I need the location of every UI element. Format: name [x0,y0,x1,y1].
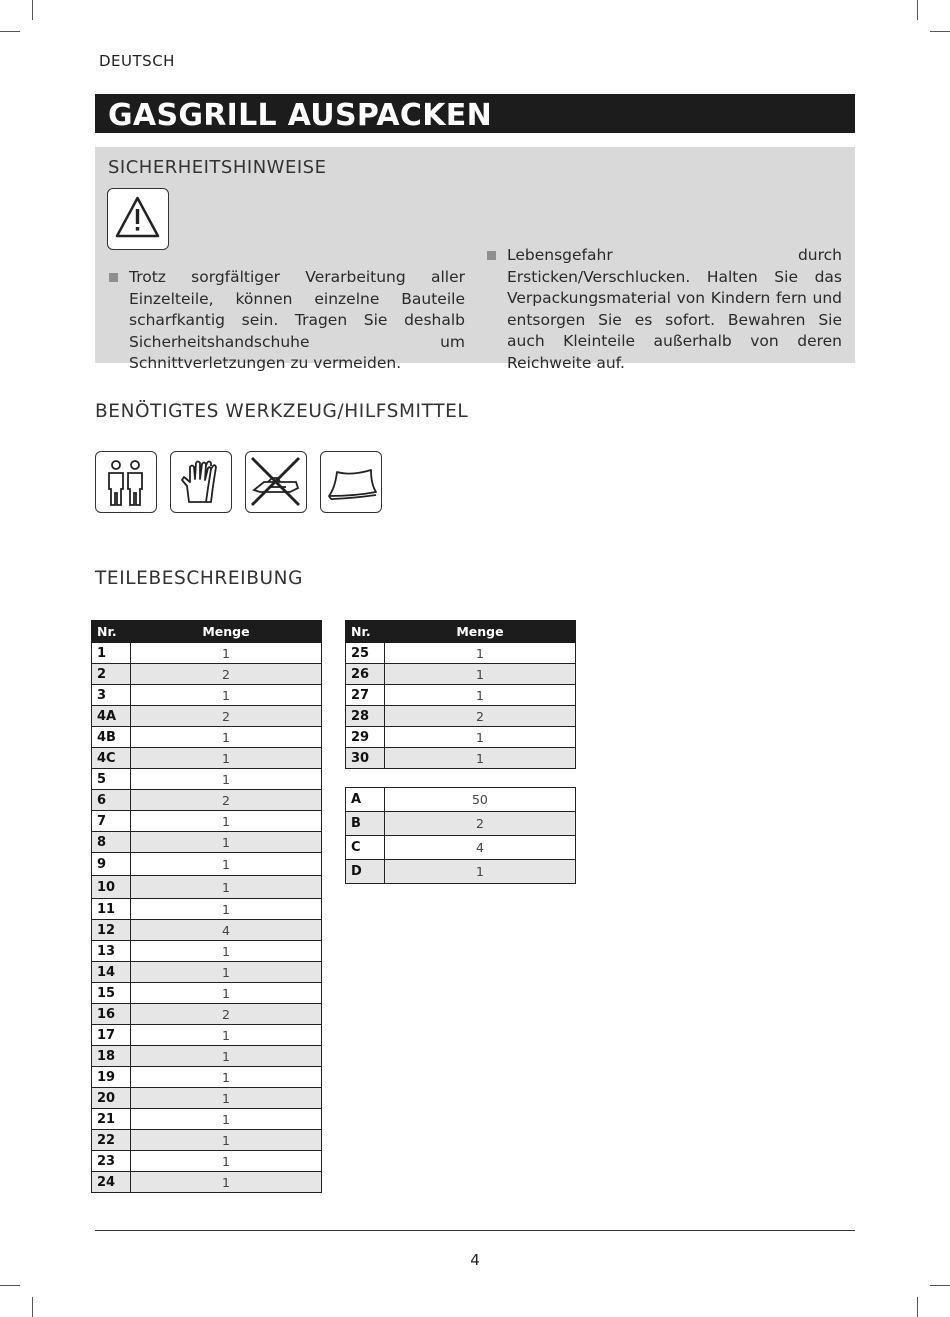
quantity-cell: 1 [130,1067,321,1088]
quantity-cell: 1 [130,1151,321,1172]
table-row [346,812,576,836]
part-number-cell: 23 [92,1151,131,1172]
table-row [346,788,576,812]
table-row [346,685,576,706]
quantity-cell: 2 [384,812,575,836]
table-row [92,1025,322,1046]
table-row [92,1151,322,1172]
table-row [92,1130,322,1151]
part-number-cell: D [346,860,385,884]
table-row [92,983,322,1004]
quantity-cell: 1 [130,962,321,983]
column-header-nr: Nr. [346,621,385,643]
part-number-cell: 29 [346,727,385,748]
crop-mark [32,1297,33,1317]
safety-note-left [129,267,465,375]
table-row [92,790,322,811]
table-row [346,727,576,748]
no-cutter-knife-icon [245,451,307,513]
part-number-cell: 18 [92,1046,131,1067]
parts-table-1 [91,620,322,1193]
page-number: 4 [470,1251,480,1269]
quantity-cell: 1 [130,643,321,664]
parts-table-2 [345,620,576,769]
safety-note-right-text: Lebensgefahr durch Ersticken/Verschlucken. Halten Sie das Verpackungsmaterial von Kindern fern und entsorgen Sie es sofort. Bewahren Sie auch Kleinteile außerhalb von deren Reichweite auf. [507,246,842,372]
table-row [92,664,322,685]
table-row [346,643,576,664]
part-number-cell: 21 [92,1109,131,1130]
blanket-icon [320,451,382,513]
quantity-cell: 1 [384,685,575,706]
part-number-cell: 6 [92,790,131,811]
crop-mark [32,0,33,20]
table-row [92,685,322,706]
part-number-cell: B [346,812,385,836]
column-header-nr: Nr. [92,621,131,643]
quantity-cell: 1 [130,748,321,769]
quantity-cell: 4 [130,920,321,941]
part-number-cell: 12 [92,920,131,941]
quantity-cell: 1 [384,664,575,685]
quantity-cell: 1 [130,941,321,962]
column-header-menge: Menge [384,621,575,643]
warning-triangle-icon [107,188,169,250]
footer-divider [95,1230,855,1231]
part-number-cell: 16 [92,1004,131,1025]
crop-mark [917,1297,918,1317]
quantity-cell: 1 [130,769,321,790]
quantity-cell: 50 [384,788,575,812]
part-number-cell: 5 [92,769,131,790]
table-row [92,832,322,853]
two-persons-icon [95,451,157,513]
quantity-cell: 1 [130,983,321,1004]
part-number-cell: 20 [92,1088,131,1109]
table-row [92,811,322,832]
part-number-cell: 9 [92,853,131,876]
table-row [92,941,322,962]
table-row [92,769,322,790]
table-row [92,1088,322,1109]
crop-mark [930,31,950,32]
part-number-cell: A [346,788,385,812]
part-number-cell: 10 [92,876,131,899]
table-row [92,899,322,920]
part-number-cell: 15 [92,983,131,1004]
safety-note-right [507,245,842,374]
part-number-cell: 27 [346,685,385,706]
quantity-cell: 1 [130,1088,321,1109]
part-number-cell: 24 [92,1172,131,1193]
part-number-cell: 26 [346,664,385,685]
quantity-cell: 1 [130,1046,321,1067]
quantity-cell: 1 [384,643,575,664]
table-row [92,962,322,983]
part-number-cell: 8 [92,832,131,853]
safety-panel [95,147,855,372]
crop-mark [0,31,20,32]
table-row [92,920,322,941]
crop-mark [917,0,918,20]
crop-mark [0,1285,20,1286]
quantity-cell: 1 [130,727,321,748]
table-row [92,706,322,727]
part-number-cell: 3 [92,685,131,706]
quantity-cell: 1 [130,832,321,853]
table-row [92,727,322,748]
quantity-cell: 1 [130,811,321,832]
crop-mark [930,1285,950,1286]
part-number-cell: 30 [346,748,385,769]
table-row [346,836,576,860]
table-row [92,1004,322,1025]
quantity-cell: 2 [130,790,321,811]
quantity-cell: 4 [384,836,575,860]
gloves-icon [170,451,232,513]
quantity-cell: 1 [130,876,321,899]
table-row [92,1109,322,1130]
table-row [92,1172,322,1193]
table-row [92,643,322,664]
part-number-cell: 28 [346,706,385,727]
part-number-cell: 1 [92,643,131,664]
part-number-cell: 13 [92,941,131,962]
quantity-cell: 1 [130,685,321,706]
quantity-cell: 1 [130,899,321,920]
part-number-cell: 4C [92,748,131,769]
part-number-cell: 4A [92,706,131,727]
quantity-cell: 1 [130,1109,321,1130]
quantity-cell: 2 [130,664,321,685]
part-number-cell: 4B [92,727,131,748]
quantity-cell: 2 [130,706,321,727]
table-row [346,664,576,685]
column-header-menge: Menge [130,621,321,643]
part-number-cell: 14 [92,962,131,983]
part-number-cell: 7 [92,811,131,832]
part-number-cell: 17 [92,1025,131,1046]
table-row [92,748,322,769]
quantity-cell: 1 [130,1172,321,1193]
quantity-cell: 1 [130,1025,321,1046]
hardware-table [345,787,576,884]
table-row [346,706,576,727]
parts-heading: TEILEBESCHREIBUNG [95,568,303,589]
safety-heading: SICHERHEITSHINWEISE [108,157,327,178]
table-row [346,860,576,884]
table-row [92,1046,322,1067]
quantity-cell: 2 [384,706,575,727]
bullet-square [109,273,118,282]
quantity-cell: 1 [130,1130,321,1151]
tools-heading: BENÖTIGTES WERKZEUG/HILFSMITTEL [95,401,469,422]
quantity-cell: 1 [130,853,321,876]
language-label: DEUTSCH [99,52,175,70]
part-number-cell: 25 [346,643,385,664]
bullet-square [487,251,496,260]
part-number-cell: 19 [92,1067,131,1088]
page-title: GASGRILL AUSPACKEN [108,98,492,133]
quantity-cell: 1 [384,748,575,769]
part-number-cell: C [346,836,385,860]
quantity-cell: 2 [130,1004,321,1025]
part-number-cell: 22 [92,1130,131,1151]
page-title-bar [95,94,855,133]
quantity-cell: 1 [384,727,575,748]
safety-note-left-text: Trotz sorgfältiger Verarbeitung aller Einzelteile, können einzelne Bauteile scharfkantig sein. Tragen Sie deshalb Sicherheitshandschuhe um Schnittverletzungen zu vermeiden. [129,268,465,372]
table-row [346,748,576,769]
table-row [92,876,322,899]
part-number-cell: 2 [92,664,131,685]
quantity-cell: 1 [384,860,575,884]
table-row [92,1067,322,1088]
part-number-cell: 11 [92,899,131,920]
table-row [92,853,322,876]
